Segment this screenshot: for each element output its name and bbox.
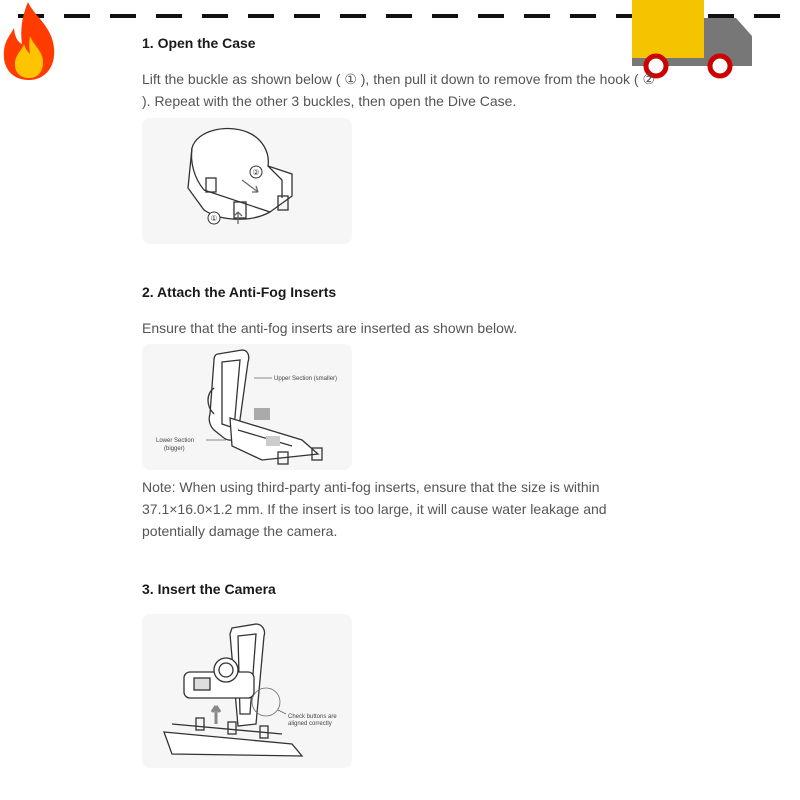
check-buttons-callout-2: aligned correctly [288,721,332,727]
upper-section-callout: Upper Section (smaller) [274,376,338,382]
insert-camera-illustration [142,614,352,768]
section-1-text-line-2: ). Repeat with the other 3 buckles, then open the Dive Case. [142,93,517,109]
lower-section-callout: Lower Section [156,438,195,444]
section-3-title: 3. Insert the Camera [142,581,276,597]
section-1-text-line-1: Lift the buckle as shown below ( ① ), then pull it down to remove from the hook ( ② [142,71,656,87]
check-buttons-callout: Check buttons are [288,714,337,720]
note-line-2: 37.1×16.0×1.2 mm. If the insert is too large, it will cause water leakage and [142,501,607,517]
step-1-label: ① [210,214,218,223]
anti-fog-illustration [142,344,352,470]
open-case-illustration [142,118,352,244]
flame-icon [0,0,58,84]
section-1-title: 1. Open the Case [142,35,256,51]
lower-section-callout-size: (bigger) [164,446,185,452]
step-2-label: ② [252,168,260,177]
note-line-3: potentially damage the camera. [142,523,338,539]
note-line-1: Note: When using third-party anti-fog inserts, ensure that the size is within [142,479,600,495]
section-2-title: 2. Attach the Anti-Fog Inserts [142,284,337,300]
section-2-text: Ensure that the anti-fog inserts are inserted as shown below. [142,320,518,336]
